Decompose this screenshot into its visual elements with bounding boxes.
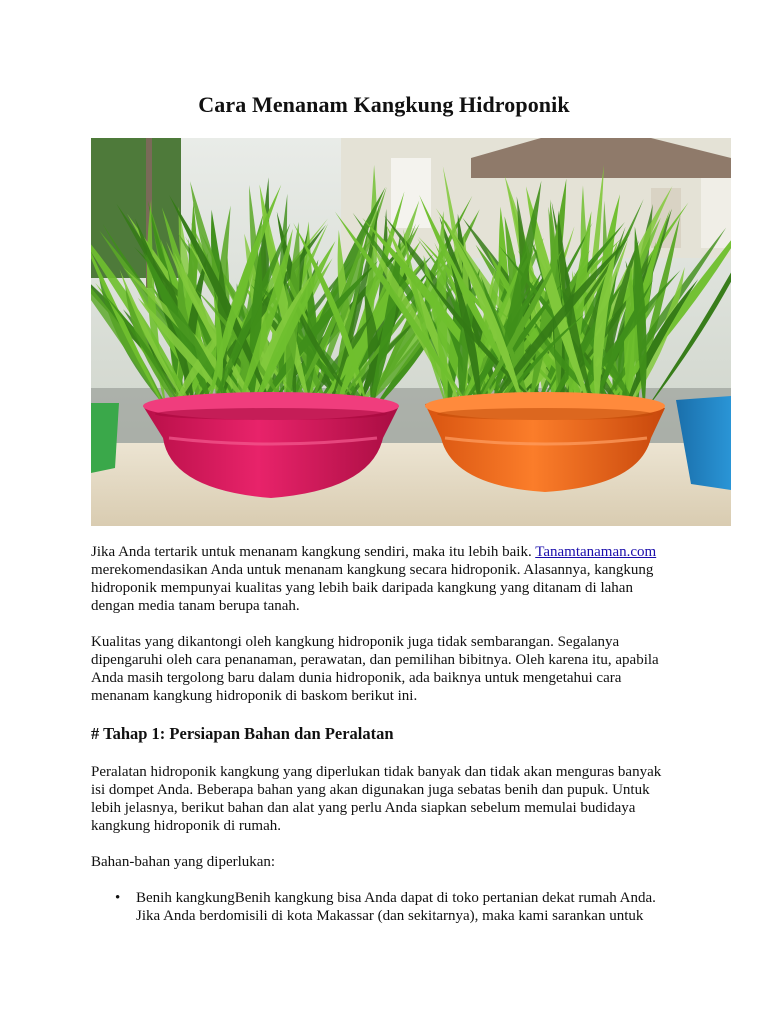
house-pillar-right <box>701 178 731 248</box>
hero-image <box>91 138 731 526</box>
section-heading-tahap-1: # Tahap 1: Persiapan Bahan dan Peralatan <box>91 724 394 743</box>
list-item <box>115 889 671 925</box>
bullet-marker: • <box>115 890 121 906</box>
document-title: Cara Menanam Kangkung Hidroponik <box>198 92 570 117</box>
paragraph-quality: Kualitas yang dikantongi oleh kangkung hidroponik juga tidak sembarangan. Segalanya dipengaruhi oleh cara penanaman, perawatan, dan pemilihan bibitnya. Oleh karena itu, apabila Anda masih tergolong baru dalam dunia hidroponik, ada baiknya untuk mengetahui cara menanam kangkung hidroponik di baskom berikut ini. <box>91 634 659 704</box>
tanamtanaman-link[interactable]: Tanamtanaman.com <box>535 544 657 560</box>
paragraph-equipment: Peralatan hidroponik kangkung yang diperlukan tidak banyak dan tidak akan menguras banyak isi dompet Anda. Beberapa bahan yang akan digunakan juga sebatas benih dan pupuk. Untuk lebih jelasnya, berikut bahan dan alat yang perlu Anda siapkan sebelum memulai budidaya kangkung hidroponik di rumah. <box>91 764 662 834</box>
paragraph-intro <box>91 543 671 615</box>
paragraph-materials-intro: Bahan-bahan yang diperlukan: <box>91 854 276 870</box>
hero-photo-illustration <box>91 138 731 526</box>
list-item-text: Benih kangkungBenih kangkung bisa Anda dapat di toko pertanian dekat rumah Anda. Jika Anda berdomisili di kota Makassar (dan sekitarnya), maka kami sarankan untuk <box>136 890 656 924</box>
paragraph-intro-text-end: merekomendasikan Anda untuk menanam kangkung secara hidroponik. Alasannya, kangkung hidroponik mempunyai kualitas yang lebih baik daripada kangkung yang ditanam di lahan dengan media tanam berupa tanah. <box>91 562 654 614</box>
green-pot <box>91 403 119 473</box>
article-body <box>91 543 671 925</box>
paragraph-intro-text-start: Jika Anda tertarik untuk menanam kangkung sendiri, maka itu lebih baik. <box>91 544 536 560</box>
materials-list <box>91 889 671 925</box>
